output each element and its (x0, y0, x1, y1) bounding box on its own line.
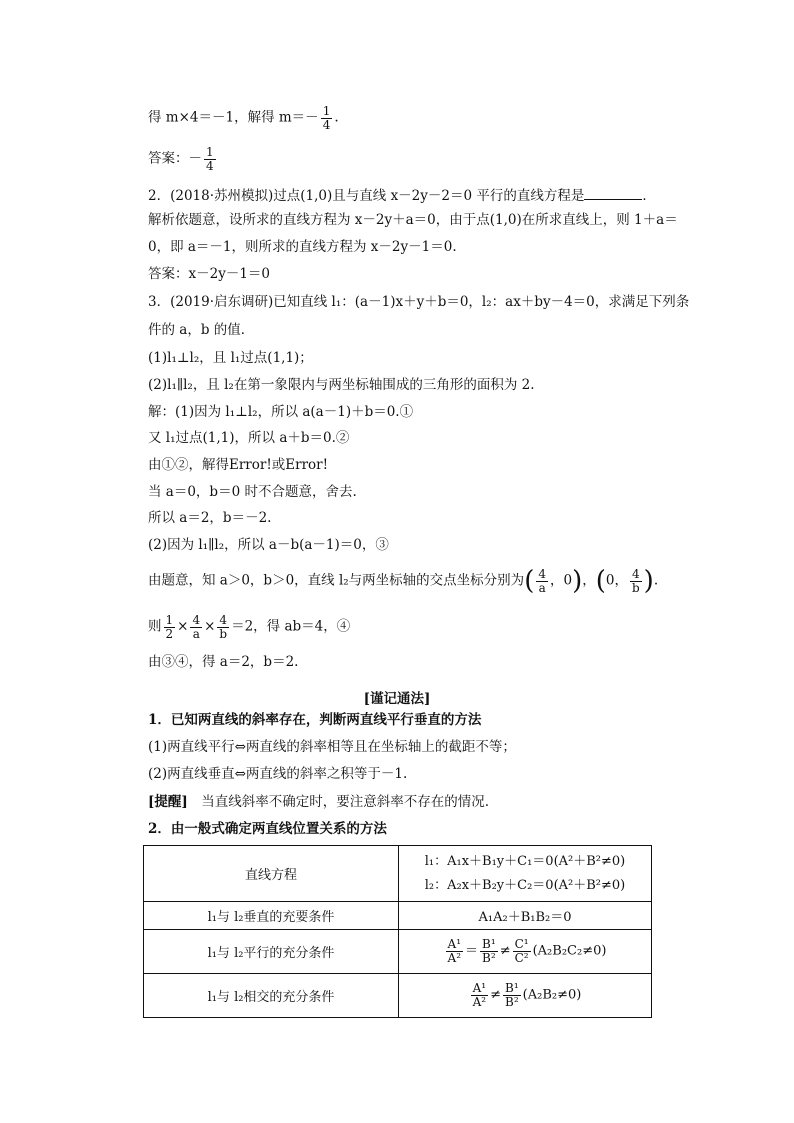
answer-line-1 (148, 146, 218, 172)
table-cell: 直线方程 (144, 846, 399, 902)
condition-2: (2)l₁∥l₂，且 l₂在第一象限内与两坐标轴围成的三角形的面积为 2. (148, 377, 535, 393)
reminder-tag: [提醒] (148, 794, 188, 810)
solution-step-7: 由题意，知 a＞0，b＞0，直线 l₂与两坐标轴的交点坐标分别为( $\frac{4}{a}$ ，0)，(0， $\frac{4}{b}$ ). (148, 566, 659, 597)
text: 得 m×4＝－1，解得 m＝－ (148, 109, 319, 126)
fraction: $\frac{1}{4}$ (322, 104, 331, 132)
table-cell: A₁A₂＋B₁B₂＝0 (399, 902, 652, 930)
solution-step-6: (2)因为 l₁∥l₂，所以 a－b(a－1)＝0，③ (148, 537, 389, 553)
method-1-item-2: (2)两直线垂直⇔两直线的斜率之积等于－1. (148, 766, 408, 782)
section-title: [谨记通法] (363, 691, 431, 707)
table-row (144, 902, 652, 930)
solution-step-9: 由③④，得 a＝2，b＝2. (148, 654, 299, 670)
fraction: $\frac{4}{b}$ (631, 567, 640, 595)
table-row (144, 846, 652, 902)
method-2-title: 2．由一般式确定两直线位置关系的方法 (148, 821, 387, 837)
method-1-title: 1．已知两直线的斜率存在，判断两直线平行垂直的方法 (148, 712, 482, 728)
condition-1: (1)l₁⊥l₂，且 l₁过点(1,1)； (148, 350, 313, 366)
answer-blank (584, 187, 642, 200)
question-3: 3．(2019·启东调研)已知直线 l₁：(a－1)x＋y＋b＝0，l₂：ax＋by－4＝0，求满足下列条 (148, 294, 690, 310)
solution-line-1: 得 m×4＝－1，解得 m＝－ $\frac{1}{4}$ . (148, 104, 339, 132)
fraction: $\frac{1}{4}$ (206, 145, 214, 173)
answer-line-2: 答案：x－2y－1＝0 (148, 266, 271, 282)
table-cell: l₁与 l₂相交的充分条件 (144, 974, 399, 1018)
table-cell: $\frac{\text{A¹}}{\text{A²}}$ ＝ $\frac{\text{B¹}}{\text{B²}}$ ≠ $\frac{\text{C¹}}{\text{C²}}$ (A₂B₂C₂≠0) (399, 930, 652, 974)
reminder: [提醒] 当直线斜率不确定时，要注意斜率不存在的情况. (148, 794, 490, 810)
solution-step-4: 当 a＝0，b＝0 时不合题意，舍去. (148, 484, 357, 500)
fraction: $\frac{4}{a}$ (538, 567, 546, 595)
solution-step-8: 则 $\frac{1}{2}$ × $\frac{4}{a}$ × $\frac{4}{b}$ ＝2，得 ab＝4，④ (148, 613, 351, 641)
table-cell: l₁与 l₂平行的充分条件 (144, 930, 399, 974)
solution-step-2: 又 l₁过点(1,1)，所以 a＋b＝0.② (148, 430, 350, 446)
text: 答案：－ (148, 150, 202, 167)
table-row (144, 974, 652, 1018)
solution-step-5: 所以 a＝2，b＝－2. (148, 510, 272, 526)
solution-step-3: 由①②，解得Error!或Error! (148, 457, 329, 473)
conditions-table (143, 845, 652, 1018)
analysis-line-1: 解析依题意，设所求的直线方程为 x－2y＋a＝0，由于点(1,0)在所求直线上，则 1＋a＝ (148, 212, 678, 228)
analysis-line-2: 0，即 a＝－1，则所求的直线方程为 x－2y－1＝0. (148, 239, 457, 255)
question-2: 2．(2018·苏州模拟)过点(1,0)且与直线 x－2y－2＝0 平行的直线方程是 ． (148, 188, 656, 204)
table-cell: $\frac{\text{A¹}}{\text{A²}}$ ≠ $\frac{\text{B¹}}{\text{B²}}$ (A₂B₂≠0) (399, 974, 652, 1018)
question-3-cont: 件的 a，b 的值． (148, 322, 255, 338)
table-row (144, 930, 652, 974)
table-cell: l₁：A₁x＋B₁y＋C₁＝0(A²＋B²≠0) l₂：A₂x＋B₂y＋C₂＝0(A²＋B²≠0) (399, 846, 652, 902)
method-1-item-1: (1)两直线平行⇔两直线的斜率相等且在坐标轴上的截距不等； (148, 739, 516, 755)
solution-step-1: 解：(1)因为 l₁⊥l₂，所以 a(a－1)＋b＝0.① (148, 404, 414, 420)
table-cell: l₁与 l₂垂直的充要条件 (144, 902, 399, 930)
